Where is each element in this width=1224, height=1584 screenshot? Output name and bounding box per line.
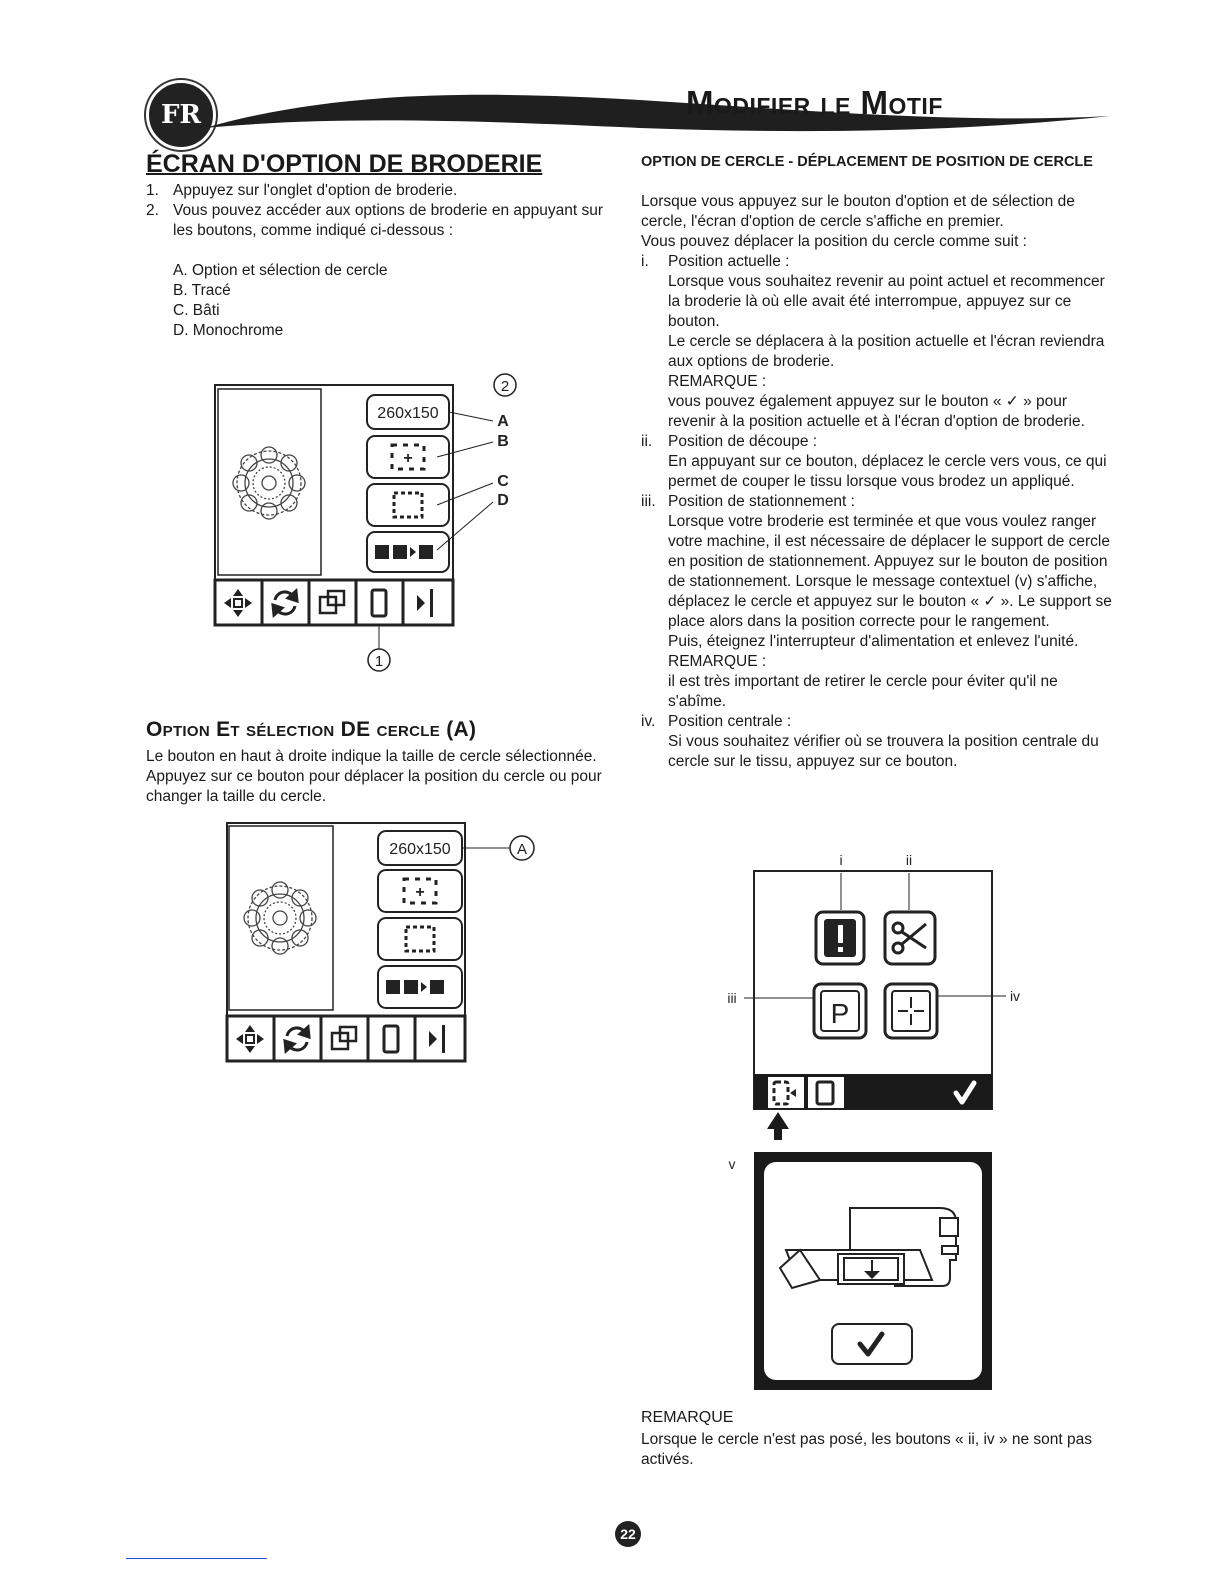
list-item: 1. Appuyez sur l'onglet d'option de broderie. [146,182,458,199]
hoop-option-paragraph: Le bouton en haut à droite indique la taille de cercle sélectionnée. Appuyez sur ce bouton pour déplacer la position du cercle ou pour changer la taille du cercle. [146,748,602,805]
list-item: iv. Position centrale : [641,713,792,730]
hoop-position-screen-figure [720,848,1040,1148]
embroidery-option-screen-figure [205,365,525,685]
hoop-size-button [367,395,449,429]
trace-button [367,436,449,478]
callout-a-label: A [516,841,528,858]
steps-list [146,181,616,241]
hoop-option-tab-icon [768,1077,804,1108]
callout-2-label: 2 [500,378,510,395]
park-position-button [814,984,866,1038]
label-iii: iii [727,990,737,1006]
baste-button [367,484,449,526]
hoop-size-label: 260x150 [389,841,451,858]
monochrome-button [378,966,462,1008]
svg-text:+: + [403,450,413,467]
bottom-toolbar [227,1016,465,1061]
pointer-arrow-icon [767,1112,789,1140]
park-message-popup-figure [720,1150,1000,1395]
hoop-option-screen-figure [220,818,550,1068]
list-item: A. Option et sélection de cercle [173,262,388,279]
options-list [173,261,388,341]
park-letter: P [830,998,850,1029]
label-v: v [728,1156,736,1172]
trace-button [378,870,462,912]
page-number: 22 [615,1521,641,1547]
label-iv: iv [1009,988,1021,1004]
list-item: 2. Vous pouvez accéder aux options de broderie en appuyant sur les boutons, comme indiqué ci-dessous : [146,202,603,239]
note-title: REMARQUE [641,1409,734,1426]
hoop-size-label: 260x150 [377,405,439,422]
list-item: C. Bâti [173,302,220,319]
svg-text:+: + [415,884,425,901]
label-c: C [497,473,509,490]
section-heading: ÉCRAN D'OPTION DE BRODERIE [146,150,543,178]
label-a: A [497,413,509,430]
label-b: B [497,433,509,450]
header-swoosh [0,0,1224,160]
center-position-button [885,984,937,1038]
list-item: B. Tracé [173,282,231,299]
list-item: i. Position actuelle : [641,253,790,270]
hoop-size-button [378,831,462,865]
right-heading: OPTION DE CERCLE - DÉPLACEMENT DE POSITION DE CERCLE [641,154,1093,170]
note-text: Lorsque le cercle n'est pas posé, les boutons « ii, iv » ne sont pas activés. [641,1431,1093,1468]
language-badge: FR [146,80,216,150]
label-ii: ii [905,852,913,868]
label-i: i [839,852,843,868]
list-item: ii. Position de découpe : [641,433,818,450]
intro-text: Lorsque vous appuyez sur le bouton d'option et de sélection de cercle, l'écran d'option de cercle s'affiche en premier. [641,193,1075,230]
confirm-button [832,1324,912,1364]
label-d: D [497,492,509,509]
list-item: D. Monochrome [173,322,284,339]
baste-button [378,918,462,960]
embroidery-option-tab-icon [808,1077,844,1108]
cut-position-button [885,912,935,964]
bottom-toolbar [215,580,453,625]
footer-rule [126,1558,267,1559]
intro-text: Vous pouvez déplacer la position du cercle comme suit : [641,233,1027,250]
subheading: Option Et sélection DE cercle (A) [146,718,477,741]
monochrome-button [367,532,449,572]
list-item: iii. Position de stationnement : [641,493,855,510]
right-body: Lorsque vous appuyez sur le bouton d'option et de sélection de cercle, l'écran d'option de cercle s'affiche en premier. Vous pouvez déplacer la position du cercle comme suit : i. Position actuelle : Lorsque vous souhaitez revenir au point actuel et recommencer la broderie là où elle avait été interrompue, appuyez sur ce bouton. Le cercle se déplacera à la position actuelle et l'écran reviendra aux options de broderie. REMARQUE : vous pouvez également appuyez sur le bouton « ✓ » pour revenir à la position actuelle et à l'écran d'option de broderie. ii. Position de découpe : En appuyant sur ce bouton, déplacez le cercle vers vous, ce qui permet de couper le tissu lorsque vous brodez un appliqué. iii. Position de stationnement : Lorsque votre broderie est terminée et que vous voulez ranger votre machine, il est nécessaire de déplacer le support de cercle en position de stationnement. Appuyez sur le bouton de position de stationnement. Lorsque le message contextuel (v) s'affiche, déplacez le cercle et appuyez sur le bouton « ✓ ». Le support se place alors dans la position correcte pour le rangement. Puis, éteignez l'interrupteur d'alimentation et enlevez l'unité. REMARQUE : il est très important de retirer le cercle pour éviter qu'il ne s'abîme. iv. Position centrale : Si vous souhaitez vérifier où se trouvera la position centrale du cercle sur le tissu, appuyez sur ce bouton. [641,192,1116,772]
current-position-button [816,912,864,964]
callout-1-label: 1 [374,653,384,670]
page-title: Modifier le Motif [686,84,943,121]
